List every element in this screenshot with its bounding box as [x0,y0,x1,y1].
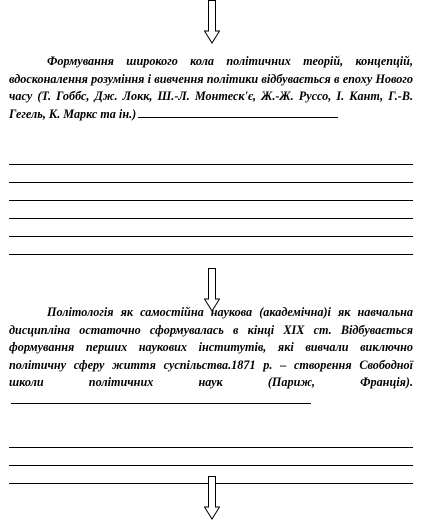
paragraph-new-age-text: Формування широкого кола політичних теорій, концепцій, вдосконалення розуміння і вивчення політики відбувається в епоху Нового часу (Т. Гоббс, Дж. Локк, Ш.-Л. Монтеск'є, Ж.-Ж. Руссо, І. Кант, Г.-В. Гегель, К. Маркс та ін.) [9,54,413,121]
down-arrow-icon [204,0,220,44]
blank-answer-line [9,218,413,219]
blank-answer-line [9,254,413,255]
blank-answer-line [9,164,413,165]
fill-in-line [138,116,338,118]
blank-answer-line [9,236,413,237]
fill-in-line [11,402,311,404]
paragraph-new-age-theories [9,53,413,123]
paragraph-political-science-text: Політологія як самостійна наукова (академічна)і як навчальна дисципліна остаточно сформувалась в кінці XIX ст. Відбувається формування перших наукових інститутів, які вивчали виключно політичну сферу життя суспільства.1871 р. – створення Свободної школи політичних наук (Париж, Франція). [9,305,413,390]
blank-answer-line [9,182,413,183]
down-arrow-icon [204,476,220,520]
blank-answer-line [9,200,413,201]
paragraph-political-science [9,304,413,410]
blank-answer-line [9,447,413,448]
blank-answer-line [9,465,413,466]
